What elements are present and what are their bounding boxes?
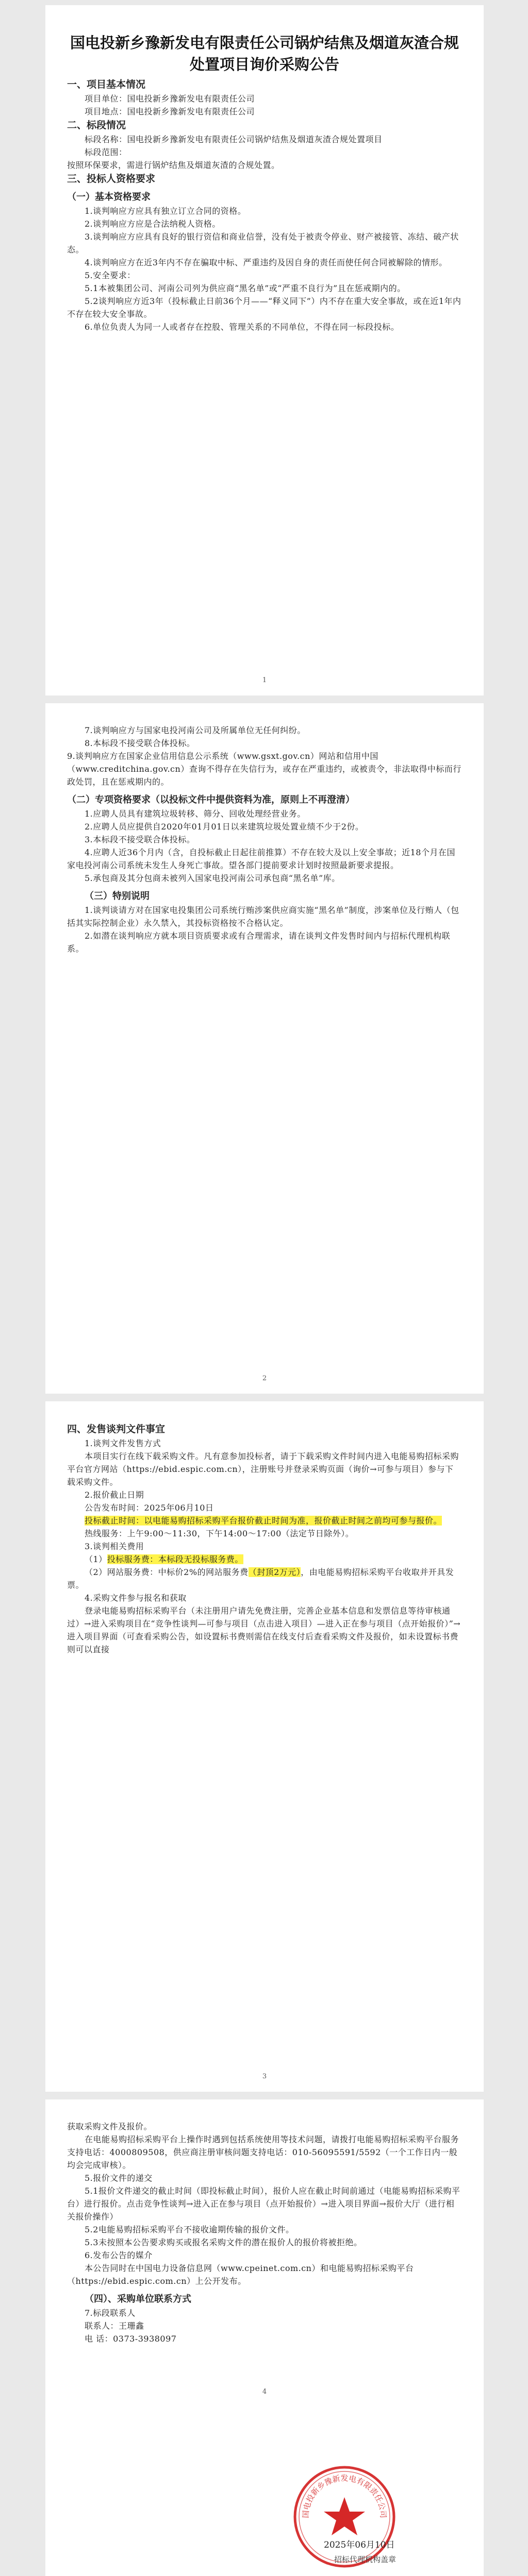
contact-phone: 电 话：0373-3938097 — [85, 2334, 177, 2344]
fee-1-prefix: （1） — [85, 1554, 107, 1564]
document-page-2 — [45, 703, 484, 1394]
document-page-1 — [45, 5, 484, 696]
seal-text: 国电投新乡豫新发电有限责任公司 — [301, 2473, 388, 2519]
basic-req-8: 8.本标段不接受联合体投标。 — [85, 738, 195, 748]
basic-req-5-1: 5.1本被集团公司、河南公司列为供应商“黑名单”或“严重不良行为”且在惩戒期内的。 — [85, 283, 406, 293]
submission-5-1: 5.1报价文件递交的截止时间（即投标截止时间），报价人应在截止时间前通过（电能易购招标采购平台）进行报价。点击竞争性谈判→进入正在参与项目（点开始报价）→进入项目界面→报价大厅（进行相关报价操作） — [67, 2186, 460, 2222]
submission-5-3: 5.3未按照本公告要求购买或报名采购文件的潜在报价人的报价将被拒绝。 — [85, 2238, 362, 2247]
basic-req-1: 1.谈判响应方应具有独立订立合同的资格。 — [85, 206, 246, 216]
fee-2-prefix: （2）网站服务费：中标价2%的网站服务费 — [85, 1567, 249, 1577]
media-label: 6.发布公告的媒介 — [85, 2250, 153, 2260]
document-title: 国电投新乡豫新发电有限责任公司锅炉结焦及烟道灰渣合规处置项目询价采购公告 — [70, 34, 459, 73]
page-number: 1 — [262, 676, 267, 684]
registration-text: 登录电能易购招标采购平台（未注册用户请先免费注册，完善企业基本信息和发票信息等待审核通过）→进入采购项目在“竞争性谈判—可参与项目（点击进入项目）—进入正在参与项目（点开始报价）”→进入项目界面（可查看采购公告，如设置标书费则需信在线支付后查看采购文件及报价，如未设置标书费则可以直接 — [67, 1606, 461, 1654]
special-note-1: 1.谈判谈请方对在国家电投集团公司系统行贿涉案供应商实施“黑名单”制度，涉案单位及行贿人（包括其实际控制企业）永久禁入，其投标资格按不合格认定。 — [67, 905, 459, 928]
sale-method-label: 1.谈判文件发售方式 — [85, 1438, 161, 1448]
basic-req-9: 9.谈判响应方在国家企业信用信息公示系统（www.gsxt.gov.cn）网站和信用中国（www.creditchina.gov.cn）查询不得存在失信行为，或存在严重违约，或被责令，非法取得中标而行政处罚，且在惩戒期内的。 — [67, 751, 461, 787]
special-note-2: 2.如潜在谈判响应方就本项目资质要求或有合理需求，请在谈判文件发售时间内与招标代理机构联系。 — [67, 931, 451, 954]
fee-2 — [67, 1566, 462, 1591]
basic-req-4: 4.谈判响应方在近3年内不存在骗取中标、严重违约及因自身的责任而使任何合同被解除的情形。 — [85, 258, 448, 267]
sign-org: 招标代理机构盖章 — [334, 2555, 397, 2564]
sign-date: 2025年06月10日 — [324, 2540, 395, 2550]
basic-req-2: 2.谈判响应方应是合法纳税人资格。 — [85, 219, 221, 229]
fee-1 — [67, 1553, 462, 1566]
hotline-text: 热线服务：上午9:00～11:30，下午14:00～17:00（法定节日除外）。 — [85, 1529, 354, 1538]
deadline-text — [67, 1514, 462, 1527]
page-number: 3 — [262, 2073, 267, 2080]
contact-person: 联系人：王珊鑫 — [85, 2321, 144, 2331]
contact-label: 7.标段联系人 — [85, 2308, 136, 2318]
registration-label: 4.采购文件参与报名和获取 — [85, 1593, 187, 1603]
section-1-heading: 一、项目基本情况 — [67, 79, 146, 90]
section-2-heading: 二、标段情况 — [67, 120, 126, 131]
contact-heading: （四）、采购单位联系方式 — [85, 2294, 191, 2304]
media-text: 本公告同时在中国电力设备信息网（www.cpeinet.com.cn）和电能易购招标采购平台（https://ebid.espic.com.cn）上公开发布。 — [67, 2263, 414, 2286]
page-number: 2 — [262, 1375, 267, 1382]
lot-scope-label: 标段范围： — [85, 147, 127, 157]
page-number: 4 — [262, 2388, 267, 2396]
lot-scope: 按照环保要求，需进行锅炉结焦及烟道灰渣的合规处置。 — [67, 160, 280, 170]
document-page-4 — [45, 2099, 484, 2576]
registration-cont: 获取采购文件及报价。 — [67, 2122, 153, 2131]
deadline-label: 2.报价截止日期 — [85, 1490, 144, 1500]
basic-req-5: 5.安全要求： — [85, 270, 136, 280]
submission-label: 5.报价文件的递交 — [85, 2173, 153, 2183]
basic-req-5-2: 5.2谈判响应方近3年（投标截止日前36个月——“释义同下”）内不存在重大安全事故，或在近1年内不存在较大安全事故。 — [67, 296, 461, 319]
deadline-highlight: 投标截止时间：以电能易购招标采购平台报价截止时间为准，报价截止时间之前均可参与报价。 — [85, 1516, 442, 1526]
sale-method-text: 本项目实行在线下载采购文件。凡有意参加投标者，请于下载采购文件时间内进入电能易购招标采购平台官方网站（https://ebid.espic.com.cn），注册账号并登录采购页面（询价→可参与项目）参与下载采购文件。 — [67, 1451, 459, 1487]
special-req-3: 3.本标段不接受联合体投标。 — [85, 835, 195, 844]
section-3-heading: 三、投标人资格要求 — [67, 173, 156, 184]
special-req-4: 4.应聘人近36个月内（含，自投标截止日起往前推算）不存在较大及以上安全事故；近18个月在国家电投河南公司系统未发生人身死亡事故。望各部门提前要求计划时按照最新要求提报。 — [67, 848, 455, 870]
fee-2-highlight: （封顶2万元） — [248, 1567, 301, 1577]
special-req-2: 2.应聘人员应提供自2020年01月01日以来建筑垃圾处置业绩不少于2份。 — [85, 822, 364, 832]
special-notes-heading: （三）特别说明 — [85, 891, 150, 902]
lot-name: 标段名称：国电投新乡豫新发电有限责任公司锅炉结焦及烟道灰渣合规处置项目 — [85, 134, 383, 144]
section-4-heading: 四、发售谈判文件事宜 — [67, 1423, 166, 1435]
basic-req-3: 3.谈判响应方应具有良好的银行资信和商业信誉，没有处于被责令停业、财产被接管、冻结、破产状态。 — [67, 232, 459, 255]
tech-support-text: 在电能易购招标采购平台上操作时遇到包括系统使用等技术问题，请拨打电能易购招标采购平台服务支持电话：4000809508，供应商注册审核问题支持电话：010-56095591/5592（一个工作日内一般均会完成审核）。 — [67, 2134, 459, 2170]
document-page-3 — [45, 1401, 484, 2092]
submission-5-2: 5.2电能易购招标采购平台不接收逾期传输的报价文件。 — [85, 2225, 294, 2234]
project-unit: 项目单位：国电投新乡豫新发电有限责任公司 — [85, 94, 255, 104]
fees-label: 3.谈判相关费用 — [85, 1541, 144, 1551]
fee-1-highlight: 投标服务费：本标段无投标服务费。 — [107, 1554, 243, 1564]
publish-date: 公告发布时间：2025年06月10日 — [85, 1503, 214, 1513]
project-location: 项目地点：国电投新乡豫新发电有限责任公司 — [85, 107, 255, 116]
basic-req-6: 6.单位负责人为同一人或者存在控股、管理关系的不同单位，不得在同一标段投标。 — [85, 322, 400, 332]
basic-req-7: 7.谈判响应方与国家电投河南公司及所属单位无任何纠纷。 — [85, 725, 306, 735]
special-qualification-heading: （二）专项资格要求（以投标文件中提供资料为准，原则上不再澄清） — [67, 794, 355, 805]
special-req-1: 1.应聘人员具有建筑垃圾转移、筛分、回收处理经营业务。 — [85, 809, 306, 819]
special-req-5: 5.承包商及其分包商未被列入国家电投河南公司承包商“黑名单”库。 — [85, 873, 340, 883]
basic-qualification-heading: （一）基本资格要求 — [67, 192, 151, 202]
fee-2-suffix: ，由电能易购招标采购平台收取并开具发票。 — [67, 1567, 454, 1590]
signature-block — [45, 2388, 484, 2576]
